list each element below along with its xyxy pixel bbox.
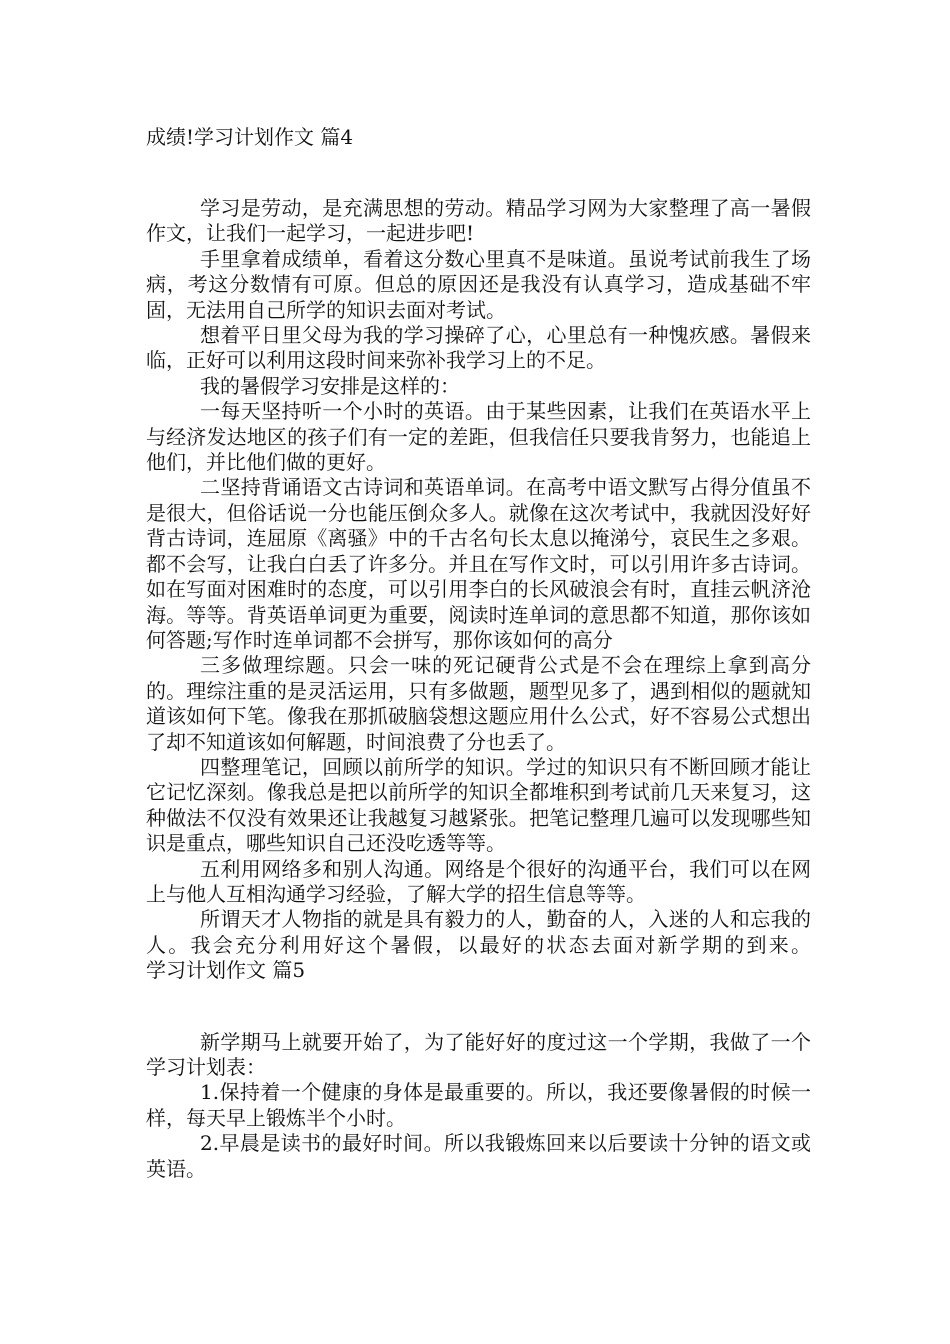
paragraph-plan-item-1: 一每天坚持听一个小时的英语。由于某些因素，让我们在英语水平上与经济发达地区的孩子们有一定的差距，但我信任只要我肯努力，也能追上他们，并比他们做的更好。 (146, 399, 811, 475)
paragraph-parents: 想着平日里父母为我的学习操碎了心，心里总有一种愧疚感。暑假来临，正好可以利用这段时间来弥补我学习上的不足。 (146, 323, 811, 373)
section-gap (146, 150, 811, 196)
section-heading-5: 学习计划作文 篇5 (146, 958, 306, 983)
paragraph-plan-item-2: 二坚持背诵语文古诗词和英语单词。在高考中语文默写占得分值虽不是很大，但俗话说一分也能压倒众多人。就像在这次考试中，我就因没好好背古诗词，连屈原《离骚》中的千古名句长太息以掩涕兮，哀民生之多艰。都不会写，让我白白丢了许多分。并且在写作文时，可以引用许多古诗词。如在写面对困难时的态度，可以引用李白的长风破浪会有时，直挂云帆济沧海。等等。背英语单词更为重要，阅读时连单词的意思都不知道，那你该如何答题;写作时连单词都不会拼写，那你该如何的高分 (146, 475, 811, 652)
paragraph-plan-item-3: 三多做理综题。只会一味的死记硬背公式是不会在理综上拿到高分的。理综注重的是灵活运用，只有多做题，题型见多了，遇到相似的题就知道该如何下笔。像我在那抓破脑袋想这题应用什么公式，好不容易公式想出了却不知道该如何解题，时间浪费了分也丢了。 (146, 653, 811, 754)
paragraph-conclusion-text: 所谓天才人物指的就是具有毅力的人，勤奋的人，入迷的人和忘我的人。我会充分利用好这个暑假，以最好的状态去面对新学期的到来。 (146, 907, 811, 957)
section-heading-4: 成绩!学习计划作文 篇4 (146, 125, 354, 149)
section-gap (146, 984, 811, 1030)
paragraph-intro: 学习是劳动，是充满思想的劳动。精品学习网为大家整理了高一暑假作文，让我们一起学习，一起进步吧! (146, 196, 811, 246)
paragraph-semester-item-1: 1.保持着一个健康的身体是最重要的。所以，我还要像暑假的时候一样，每天早上锻炼半个小时。 (146, 1080, 811, 1130)
paragraph-plan-item-5: 五利用网络多和别人沟通。网络是个很好的沟通平台，我们可以在网上与他人互相沟通学习经验，了解大学的招生信息等等。 (146, 856, 811, 906)
paragraph-report-card: 手里拿着成绩单，看着这分数心里真不是味道。虽说考试前我生了场病，考这分数情有可原。但总的原因还是我没有认真学习，造成基础不牢固，无法用自己所学的知识去面对考试。 (146, 246, 811, 322)
paragraph-conclusion (146, 907, 811, 983)
paragraph-semester-item-2: 2.早晨是读书的最好时间。所以我锻炼回来以后要读十分钟的语文或英语。 (146, 1131, 811, 1181)
document-page (146, 124, 811, 1182)
paragraph-plan-item-4: 四整理笔记，回顾以前所学的知识。学过的知识只有不断回顾才能让它记忆深刻。像我总是把以前所学的知识全都堆积到考试前几天来复习，这种做法不仅没有效果还让我越复习越紧张。把笔记整理几遍可以发现哪些知识是重点，哪些知识自己还没吃透等等。 (146, 754, 811, 856)
paragraph-semester-intro: 新学期马上就要开始了，为了能好好的度过这一个学期，我做了一个学习计划表： (146, 1029, 811, 1079)
paragraph-plan-intro: 我的暑假学习安排是这样的： (200, 373, 460, 398)
